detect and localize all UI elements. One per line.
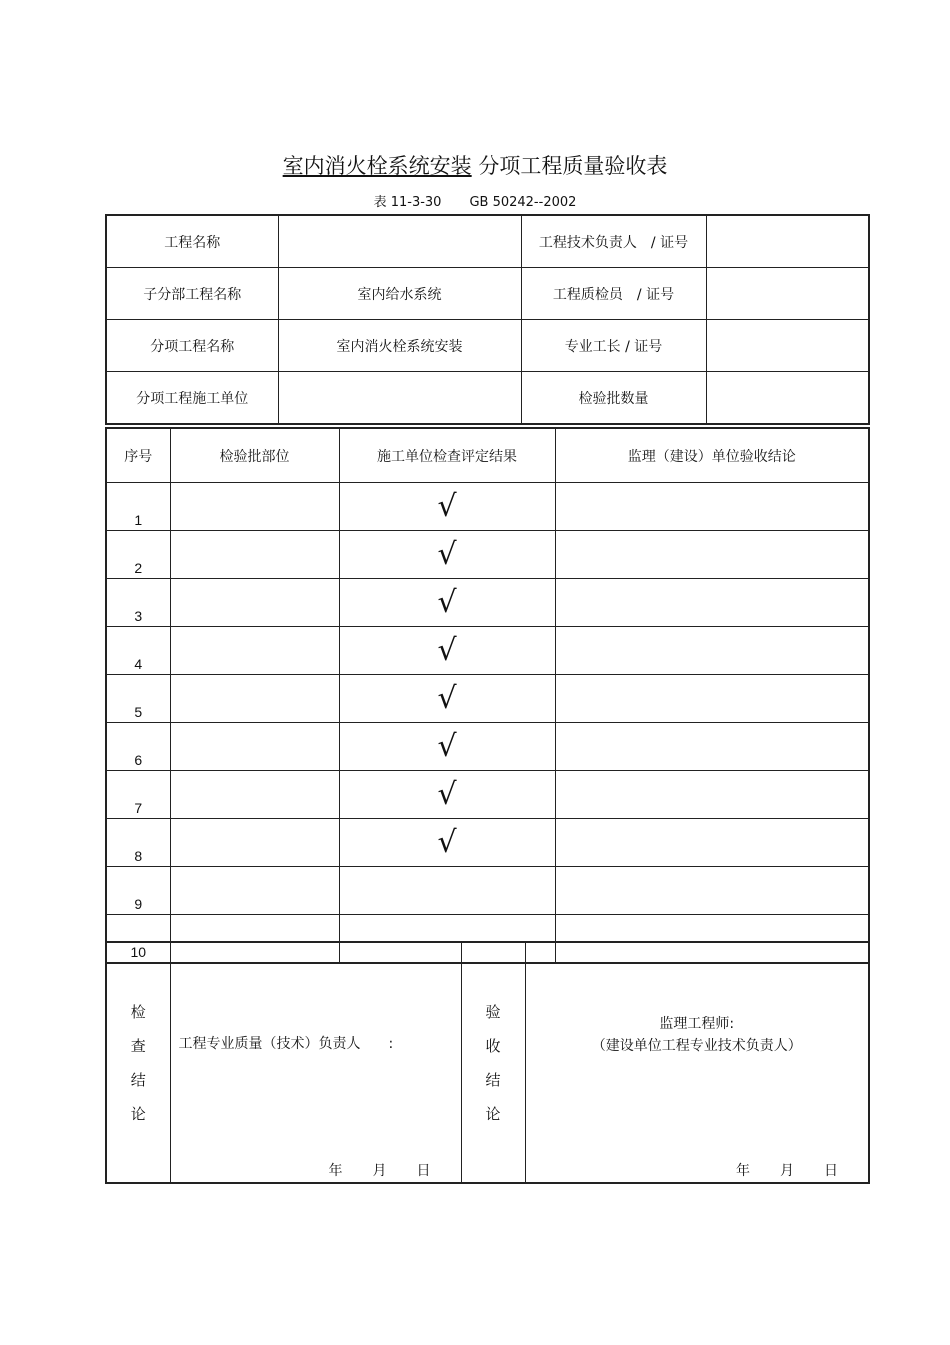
- table-row: [106, 867, 869, 915]
- row-conclusion-cell[interactable]: [555, 483, 869, 531]
- row-number: 8: [106, 819, 170, 867]
- row-number: 1: [106, 483, 170, 531]
- accept-conclusion-label: [461, 942, 525, 1183]
- date-day: 日: [416, 1163, 431, 1179]
- row-part-cell[interactable]: [170, 867, 339, 915]
- row-conclusion-cell[interactable]: [555, 723, 869, 771]
- project-name-label: 工程名称: [106, 215, 278, 268]
- row-number: 9: [106, 867, 170, 915]
- row-conclusion-cell[interactable]: [555, 771, 869, 819]
- table-row: [106, 483, 869, 531]
- item-project-field[interactable]: 室内消火栓系统安装: [278, 320, 521, 372]
- table-row: [106, 819, 869, 867]
- row-part-cell[interactable]: [170, 531, 339, 579]
- table-row: [106, 579, 869, 627]
- date-month: 月: [372, 1163, 387, 1179]
- date-year: 年: [736, 1163, 750, 1179]
- row-conclusion-cell[interactable]: [555, 579, 869, 627]
- row-part-cell[interactable]: [170, 627, 339, 675]
- accept-char: 收: [485, 1036, 501, 1055]
- check-char: 检: [130, 1002, 146, 1021]
- row-result-check[interactable]: √: [339, 675, 555, 723]
- table-row: [106, 771, 869, 819]
- quality-lead-label: 工程专业质量（技术）负责人 :: [178, 1036, 394, 1052]
- form-title: [0, 150, 950, 180]
- check-char: 查: [130, 1036, 146, 1055]
- row-part-cell[interactable]: [170, 675, 339, 723]
- batch-count-field[interactable]: [706, 372, 869, 425]
- inspector-label: 工程质检员 / 证号: [521, 268, 706, 320]
- item-project-label: 分项工程名称: [106, 320, 278, 372]
- row-result-check[interactable]: √: [339, 483, 555, 531]
- check-char: 结: [130, 1070, 146, 1089]
- row-result-check[interactable]: √: [339, 579, 555, 627]
- date-month: 月: [780, 1163, 794, 1179]
- row-part-cell[interactable]: [170, 483, 339, 531]
- accept-char: 验: [485, 1002, 501, 1021]
- row-part-cell[interactable]: [170, 723, 339, 771]
- owner-lead-label: （建设单位工程专业技术负责人）: [591, 1038, 802, 1054]
- date-day: 日: [824, 1163, 838, 1179]
- title-rest: 分项工程质量验收表: [478, 154, 668, 178]
- project-info-table: [105, 214, 870, 425]
- check-conclusion-label: [106, 942, 170, 1183]
- check-char: 论: [130, 1104, 146, 1123]
- header-conclusion: 监理（建设）单位验收结论: [555, 428, 869, 483]
- check-date: [329, 1160, 461, 1180]
- form-subtitle: [0, 191, 950, 210]
- inspection-table: [105, 427, 870, 964]
- row-conclusion-cell[interactable]: [555, 867, 869, 915]
- row-part-cell[interactable]: [170, 771, 339, 819]
- row-conclusion-cell[interactable]: [555, 627, 869, 675]
- row-number: 5: [106, 675, 170, 723]
- row-number: 4: [106, 627, 170, 675]
- accept-date: [736, 1160, 868, 1180]
- row-result-check[interactable]: √: [339, 531, 555, 579]
- row-number: 10: [106, 915, 170, 964]
- title-underlined: 室内消火栓系统安装: [282, 154, 472, 178]
- header-part: 检验批部位: [170, 428, 339, 483]
- row-conclusion-cell[interactable]: [555, 819, 869, 867]
- row-result-check[interactable]: √: [339, 771, 555, 819]
- sub-project-field[interactable]: 室内给水系统: [278, 268, 521, 320]
- row-result-check[interactable]: √: [339, 723, 555, 771]
- row-number: 7: [106, 771, 170, 819]
- row-part-cell[interactable]: [170, 579, 339, 627]
- header-no: 序号: [106, 428, 170, 483]
- foreman-label: 专业工长 / 证号: [521, 320, 706, 372]
- batch-count-label: 检验批数量: [521, 372, 706, 425]
- table-row: [106, 675, 869, 723]
- foreman-field[interactable]: [706, 320, 869, 372]
- row-conclusion-cell[interactable]: [555, 675, 869, 723]
- inspector-field[interactable]: [706, 268, 869, 320]
- accept-char: 论: [485, 1104, 501, 1123]
- row-conclusion-cell[interactable]: [555, 531, 869, 579]
- row-result-check[interactable]: √: [339, 819, 555, 867]
- check-conclusion-area[interactable]: [170, 942, 461, 1183]
- header-result: 施工单位检查评定结果: [339, 428, 555, 483]
- accept-char: 结: [485, 1070, 501, 1089]
- project-name-field[interactable]: [278, 215, 521, 268]
- row-result-check[interactable]: √: [339, 627, 555, 675]
- supervisor-label: 监理工程师:: [659, 1016, 735, 1032]
- construction-unit-label: 分项工程施工单位: [106, 372, 278, 425]
- row-result-check[interactable]: [339, 867, 555, 915]
- table-number: 表 11-3-30: [373, 195, 442, 210]
- table-row: [106, 723, 869, 771]
- standard-code: GB 50242--2002: [469, 195, 577, 210]
- date-year: 年: [328, 1163, 343, 1179]
- row-number: 3: [106, 579, 170, 627]
- sub-project-label: 子分部工程名称: [106, 268, 278, 320]
- row-number: 2: [106, 531, 170, 579]
- row-part-cell[interactable]: [170, 819, 339, 867]
- row-number: 6: [106, 723, 170, 771]
- table-row: [106, 531, 869, 579]
- conclusion-table: [105, 941, 870, 1184]
- construction-unit-field[interactable]: [278, 372, 521, 425]
- accept-conclusion-area[interactable]: [525, 942, 869, 1183]
- tech-lead-field[interactable]: [706, 215, 869, 268]
- table-row: [106, 627, 869, 675]
- tech-lead-label: 工程技术负责人 / 证号: [521, 215, 706, 268]
